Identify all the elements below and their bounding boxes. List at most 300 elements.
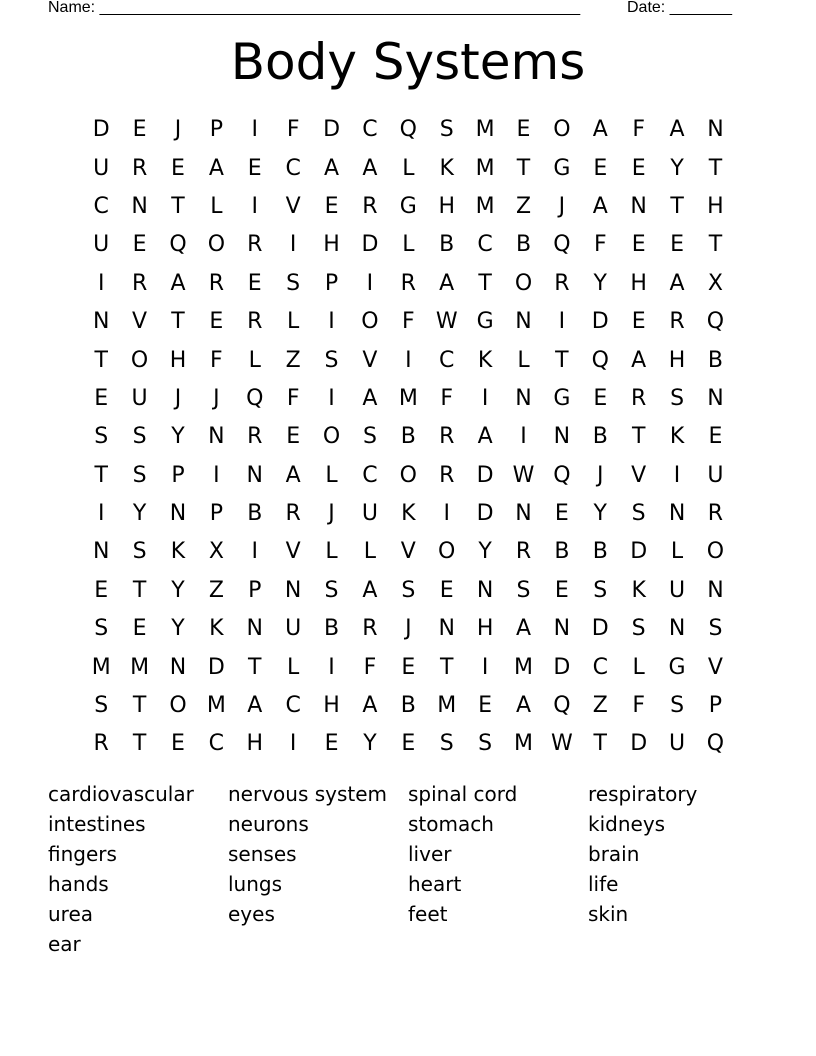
- grid-letter: E: [631, 232, 646, 258]
- word-bank-item: brain: [588, 842, 640, 866]
- grid-letter: R: [247, 232, 263, 258]
- grid-letter: S: [439, 731, 454, 757]
- grid-letter: P: [708, 693, 723, 719]
- grid-letter: U: [93, 155, 110, 181]
- grid-letter: N: [476, 577, 494, 603]
- grid-letter: A: [631, 347, 647, 373]
- grid-letter: E: [171, 731, 185, 757]
- grid-letter: R: [93, 731, 109, 757]
- grid-letter: L: [632, 654, 645, 680]
- grid-letter: H: [323, 232, 340, 258]
- grid-letter: S: [670, 385, 685, 411]
- grid-row: [82, 380, 735, 418]
- grid-letter: V: [707, 654, 723, 680]
- grid-letter: Q: [553, 232, 571, 258]
- grid-letter: U: [285, 616, 302, 642]
- grid-letter: N: [92, 539, 110, 565]
- grid-letter: G: [668, 654, 686, 680]
- grid-letter: A: [592, 117, 608, 143]
- grid-letter: M: [475, 117, 495, 143]
- grid-letter: O: [322, 424, 341, 450]
- grid-letter: A: [439, 270, 455, 296]
- grid-letter: T: [94, 347, 108, 373]
- grid-letter: S: [132, 539, 147, 565]
- grid-letter: J: [405, 616, 412, 642]
- grid-letter: U: [707, 462, 724, 488]
- grid-letter: C: [362, 462, 378, 488]
- word-bank-item: heart: [408, 872, 462, 896]
- word-bank-item: senses: [228, 842, 297, 866]
- grid-letter: R: [400, 270, 416, 296]
- grid-letter: A: [669, 270, 685, 296]
- grid-letter: R: [208, 270, 225, 296]
- grid-letter: F: [363, 654, 377, 680]
- word-bank-item: respiratory: [588, 782, 698, 806]
- grid-letter: F: [401, 309, 415, 335]
- grid-letter: N: [630, 193, 647, 219]
- grid-letter: M: [398, 385, 418, 411]
- grid-row: [82, 418, 735, 456]
- grid-letter: N: [284, 577, 302, 603]
- grid-letter: K: [209, 616, 224, 642]
- grid-letter: M: [475, 155, 495, 181]
- grid-letter: E: [554, 501, 569, 527]
- grid-letter: T: [555, 347, 569, 373]
- grid-letter: L: [325, 539, 338, 565]
- grid-letter: I: [289, 731, 297, 757]
- grid-letter: N: [169, 501, 187, 527]
- grid-letter: I: [366, 270, 374, 296]
- grid-letter: C: [93, 193, 109, 219]
- grid-letter: C: [285, 155, 301, 181]
- grid-letter: W: [512, 462, 535, 488]
- grid-letter: I: [328, 654, 335, 680]
- grid-letter: D: [323, 117, 341, 143]
- grid-letter: N: [208, 424, 225, 450]
- grid-letter: S: [439, 117, 454, 143]
- grid-letter: T: [132, 731, 147, 757]
- word-bank-item: ear: [48, 932, 81, 956]
- grid-letter: A: [247, 693, 263, 719]
- grid-letter: T: [171, 309, 185, 335]
- grid-letter: K: [439, 155, 454, 181]
- grid-letter: N: [515, 501, 532, 527]
- grid-letter: S: [631, 616, 646, 642]
- grid-letter: S: [478, 731, 493, 757]
- grid-letter: E: [209, 309, 224, 335]
- grid-letter: J: [597, 462, 604, 488]
- grid-row: [82, 648, 735, 686]
- grid-letter: O: [130, 347, 149, 373]
- word-bank-item: fingers: [48, 842, 117, 866]
- grid-row: [82, 495, 735, 533]
- grid-letter: K: [477, 347, 493, 373]
- grid-letter: H: [630, 270, 647, 296]
- grid-letter: U: [669, 577, 686, 603]
- grid-letter: G: [476, 309, 494, 335]
- grid-letter: O: [514, 270, 533, 296]
- grid-letter: S: [401, 577, 416, 603]
- grid-letter: E: [631, 155, 646, 181]
- grid-letter: A: [285, 462, 301, 488]
- grid-letter: W: [435, 309, 458, 335]
- grid-letter: F: [286, 385, 300, 411]
- grid-letter: T: [516, 155, 531, 181]
- grid-letter: E: [439, 577, 454, 603]
- grid-letter: C: [285, 693, 301, 719]
- grid-letter: E: [631, 309, 646, 335]
- grid-letter: S: [708, 616, 723, 642]
- grid-letter: V: [400, 539, 416, 565]
- grid-letter: N: [246, 462, 263, 488]
- grid-letter: A: [362, 693, 378, 719]
- grid-letter: E: [94, 385, 109, 411]
- grid-letter: N: [131, 193, 148, 219]
- grid-letter: V: [362, 347, 378, 373]
- grid-row: [82, 188, 735, 226]
- grid-letter: L: [402, 155, 415, 181]
- grid-letter: W: [551, 731, 573, 757]
- grid-letter: A: [362, 577, 378, 603]
- grid-letter: C: [362, 117, 378, 143]
- grid-letter: O: [361, 309, 379, 335]
- grid-letter: E: [670, 232, 684, 258]
- grid-letter: B: [400, 424, 416, 450]
- grid-letter: L: [402, 232, 415, 258]
- grid-letter: O: [553, 117, 571, 143]
- grid-letter: F: [440, 385, 454, 411]
- grid-row: [82, 572, 735, 610]
- grid-letter: G: [399, 193, 417, 219]
- grid-letter: I: [520, 424, 527, 450]
- word-bank-item: intestines: [48, 812, 146, 836]
- grid-letter: Y: [132, 501, 147, 527]
- grid-letter: K: [401, 501, 416, 527]
- grid-letter: I: [443, 501, 450, 527]
- grid-letter: T: [94, 462, 108, 488]
- grid-letter: E: [708, 424, 723, 450]
- page-title: Body Systems: [230, 33, 586, 91]
- grid-letter: F: [210, 347, 223, 373]
- grid-letter: T: [593, 731, 607, 757]
- grid-letter: I: [97, 501, 105, 527]
- grid-letter: X: [208, 539, 224, 565]
- grid-letter: G: [553, 385, 571, 411]
- grid-row: [82, 111, 735, 149]
- grid-letter: K: [669, 424, 685, 450]
- grid-letter: E: [554, 577, 569, 603]
- grid-letter: Y: [171, 577, 185, 603]
- grid-letter: I: [673, 462, 681, 488]
- grid-letter: R: [362, 193, 378, 219]
- grid-letter: H: [438, 193, 455, 219]
- grid-letter: J: [213, 385, 220, 411]
- grid-letter: M: [206, 693, 226, 719]
- grid-letter: A: [515, 616, 532, 642]
- grid-letter: T: [132, 693, 147, 719]
- grid-letter: E: [132, 117, 147, 143]
- grid-letter: N: [707, 385, 724, 411]
- grid-letter: E: [593, 155, 608, 181]
- grid-letter: Q: [553, 462, 571, 488]
- grid-letter: K: [170, 539, 186, 565]
- grid-letter: H: [707, 193, 724, 219]
- word-bank-item: eyes: [228, 902, 275, 926]
- grid-letter: C: [208, 731, 225, 757]
- grid-letter: B: [707, 347, 723, 373]
- grid-letter: L: [363, 539, 377, 565]
- grid-letter: I: [558, 309, 566, 335]
- grid-row: [82, 687, 735, 725]
- grid-row: [82, 265, 735, 303]
- grid-letter: I: [97, 270, 105, 296]
- grid-letter: R: [131, 155, 148, 181]
- grid-letter: X: [707, 270, 723, 296]
- grid-letter: H: [323, 693, 340, 719]
- grid-letter: M: [475, 193, 495, 219]
- grid-letter: I: [405, 347, 412, 373]
- grid-letter: N: [668, 501, 686, 527]
- grid-letter: E: [132, 616, 147, 642]
- grid-letter: Y: [363, 731, 377, 757]
- grid-letter: P: [248, 577, 262, 603]
- grid-letter: Z: [592, 693, 608, 719]
- grid-letter: N: [515, 309, 532, 335]
- grid-letter: E: [324, 193, 339, 219]
- grid-letter: V: [285, 539, 301, 565]
- grid-letter: E: [324, 731, 339, 757]
- grid-letter: D: [630, 539, 648, 565]
- grid-letter: T: [248, 654, 262, 680]
- grid-letter: J: [328, 501, 335, 527]
- grid-letter: I: [213, 462, 220, 488]
- grid-letter: L: [210, 193, 223, 219]
- grid-letter: E: [593, 385, 608, 411]
- grid-letter: M: [514, 731, 533, 757]
- grid-letter: R: [247, 424, 263, 450]
- word-bank-item: kidneys: [588, 812, 666, 836]
- grid-letter: S: [132, 424, 147, 450]
- grid-letter: Q: [706, 309, 725, 335]
- grid-letter: S: [670, 693, 685, 719]
- grid-letter: B: [400, 693, 416, 719]
- grid-letter: O: [169, 693, 187, 719]
- grid-letter: Q: [246, 385, 264, 411]
- grid-row: [82, 725, 735, 763]
- grid-letter: R: [515, 539, 532, 565]
- grid-letter: S: [94, 616, 109, 642]
- grid-letter: B: [554, 539, 570, 565]
- grid-letter: I: [481, 654, 489, 680]
- grid-letter: E: [286, 424, 301, 450]
- grid-letter: Z: [515, 193, 532, 219]
- grid-letter: N: [92, 309, 110, 335]
- grid-letter: J: [174, 117, 182, 143]
- grid-letter: U: [361, 501, 378, 527]
- grid-letter: Y: [171, 424, 185, 450]
- grid-letter: T: [478, 270, 492, 296]
- grid-letter: A: [208, 155, 224, 181]
- grid-letter: M: [91, 654, 111, 680]
- word-search-grid: [82, 111, 735, 764]
- grid-letter: V: [285, 193, 301, 219]
- grid-letter: S: [286, 270, 301, 296]
- grid-row: [82, 533, 735, 571]
- word-bank-item: feet: [408, 902, 448, 926]
- grid-letter: H: [246, 731, 264, 757]
- grid-letter: A: [669, 117, 685, 143]
- grid-letter: O: [399, 462, 417, 488]
- grid-letter: A: [362, 385, 378, 411]
- grid-letter: U: [669, 731, 686, 757]
- grid-letter: S: [94, 693, 109, 719]
- grid-letter: C: [439, 347, 455, 373]
- grid-letter: N: [515, 385, 532, 411]
- grid-letter: S: [132, 462, 147, 488]
- grid-letter: U: [93, 232, 110, 258]
- grid-letter: N: [553, 424, 571, 450]
- grid-letter: M: [437, 693, 457, 719]
- grid-letter: T: [439, 654, 454, 680]
- word-bank-item: lungs: [228, 872, 283, 896]
- grid-letter: T: [708, 232, 723, 258]
- grid-letter: L: [325, 462, 338, 488]
- grid-letter: B: [515, 232, 532, 258]
- word-bank-item: neurons: [228, 812, 309, 836]
- grid-letter: A: [515, 693, 532, 719]
- grid-letter: B: [439, 232, 455, 258]
- grid-letter: J: [558, 193, 566, 219]
- grid-letter: N: [553, 616, 571, 642]
- grid-letter: P: [209, 501, 223, 527]
- grid-letter: E: [247, 155, 262, 181]
- grid-letter: K: [631, 577, 646, 603]
- grid-letter: F: [593, 232, 607, 258]
- grid-letter: B: [592, 539, 608, 565]
- grid-letter: R: [707, 501, 724, 527]
- grid-letter: L: [287, 309, 300, 335]
- grid-letter: E: [478, 693, 493, 719]
- grid-letter: R: [439, 424, 455, 450]
- grid-row: [82, 149, 735, 187]
- grid-letter: S: [324, 577, 339, 603]
- grid-letter: A: [170, 270, 186, 296]
- grid-letter: D: [476, 462, 494, 488]
- grid-letter: L: [287, 654, 300, 680]
- name-field: Name: ______________________________________________________: [48, 0, 581, 16]
- grid-letter: Q: [553, 693, 571, 719]
- grid-letter: B: [592, 424, 608, 450]
- grid-letter: M: [130, 654, 150, 680]
- grid-letter: S: [516, 577, 531, 603]
- grid-letter: T: [708, 155, 723, 181]
- grid-letter: R: [247, 309, 263, 335]
- grid-letter: Z: [285, 347, 301, 373]
- grid-letter: R: [669, 309, 685, 335]
- grid-letter: R: [439, 462, 455, 488]
- grid-letter: Q: [169, 232, 187, 258]
- grid-letter: N: [668, 616, 686, 642]
- grid-letter: D: [476, 501, 494, 527]
- grid-letter: Y: [670, 155, 684, 181]
- grid-letter: B: [247, 501, 263, 527]
- grid-letter: T: [670, 193, 684, 219]
- grid-letter: B: [323, 616, 340, 642]
- grid-letter: D: [207, 654, 225, 680]
- grid-letter: N: [169, 654, 187, 680]
- grid-letter: R: [131, 270, 148, 296]
- word-bank-item: life: [588, 872, 619, 896]
- grid-letter: T: [132, 577, 147, 603]
- grid-row: [82, 457, 735, 495]
- grid-letter: S: [94, 424, 109, 450]
- grid-letter: S: [631, 501, 646, 527]
- grid-letter: T: [171, 193, 185, 219]
- grid-letter: A: [362, 155, 378, 181]
- word-bank-item: hands: [48, 872, 109, 896]
- grid-row: [82, 226, 735, 264]
- grid-letter: C: [477, 232, 493, 258]
- grid-letter: D: [591, 616, 609, 642]
- grid-letter: D: [630, 731, 648, 757]
- grid-letter: E: [401, 731, 416, 757]
- grid-letter: S: [362, 424, 377, 450]
- grid-letter: I: [251, 117, 258, 143]
- grid-letter: F: [286, 117, 300, 143]
- grid-letter: L: [248, 347, 261, 373]
- grid-letter: P: [324, 270, 339, 296]
- grid-letter: R: [285, 501, 301, 527]
- grid-letter: S: [593, 577, 608, 603]
- grid-row: [82, 303, 735, 341]
- date-field: Date: _______: [627, 0, 732, 16]
- grid-letter: F: [632, 693, 645, 719]
- grid-letter: I: [251, 193, 258, 219]
- grid-letter: L: [670, 539, 684, 565]
- grid-letter: Q: [706, 731, 725, 757]
- grid-letter: H: [169, 347, 187, 373]
- grid-letter: O: [438, 539, 456, 565]
- word-bank-item: nervous system: [228, 782, 388, 806]
- grid-letter: O: [207, 232, 226, 258]
- grid-letter: Y: [478, 539, 492, 565]
- word-bank-item: cardiovascular: [48, 782, 194, 806]
- grid-letter: A: [477, 424, 493, 450]
- grid-letter: Y: [171, 616, 185, 642]
- grid-letter: G: [553, 155, 571, 181]
- grid-letter: E: [247, 270, 262, 296]
- grid-letter: E: [171, 155, 185, 181]
- grid-letter: T: [631, 424, 646, 450]
- grid-letter: C: [592, 654, 608, 680]
- grid-letter: R: [631, 385, 647, 411]
- grid-letter: O: [706, 539, 725, 565]
- grid-letter: M: [514, 654, 533, 680]
- grid-letter: I: [251, 539, 258, 565]
- grid-letter: N: [246, 616, 263, 642]
- grid-letter: F: [632, 117, 645, 143]
- grid-letter: A: [592, 193, 608, 219]
- grid-letter: D: [591, 309, 609, 335]
- word-bank-item: spinal cord: [408, 782, 518, 806]
- grid-letter: N: [707, 117, 724, 143]
- grid-letter: E: [401, 654, 416, 680]
- word-bank-item: stomach: [408, 812, 494, 836]
- grid-letter: N: [438, 616, 455, 642]
- grid-letter: H: [668, 347, 686, 373]
- word-bank-item: liver: [408, 842, 452, 866]
- grid-letter: N: [707, 577, 724, 603]
